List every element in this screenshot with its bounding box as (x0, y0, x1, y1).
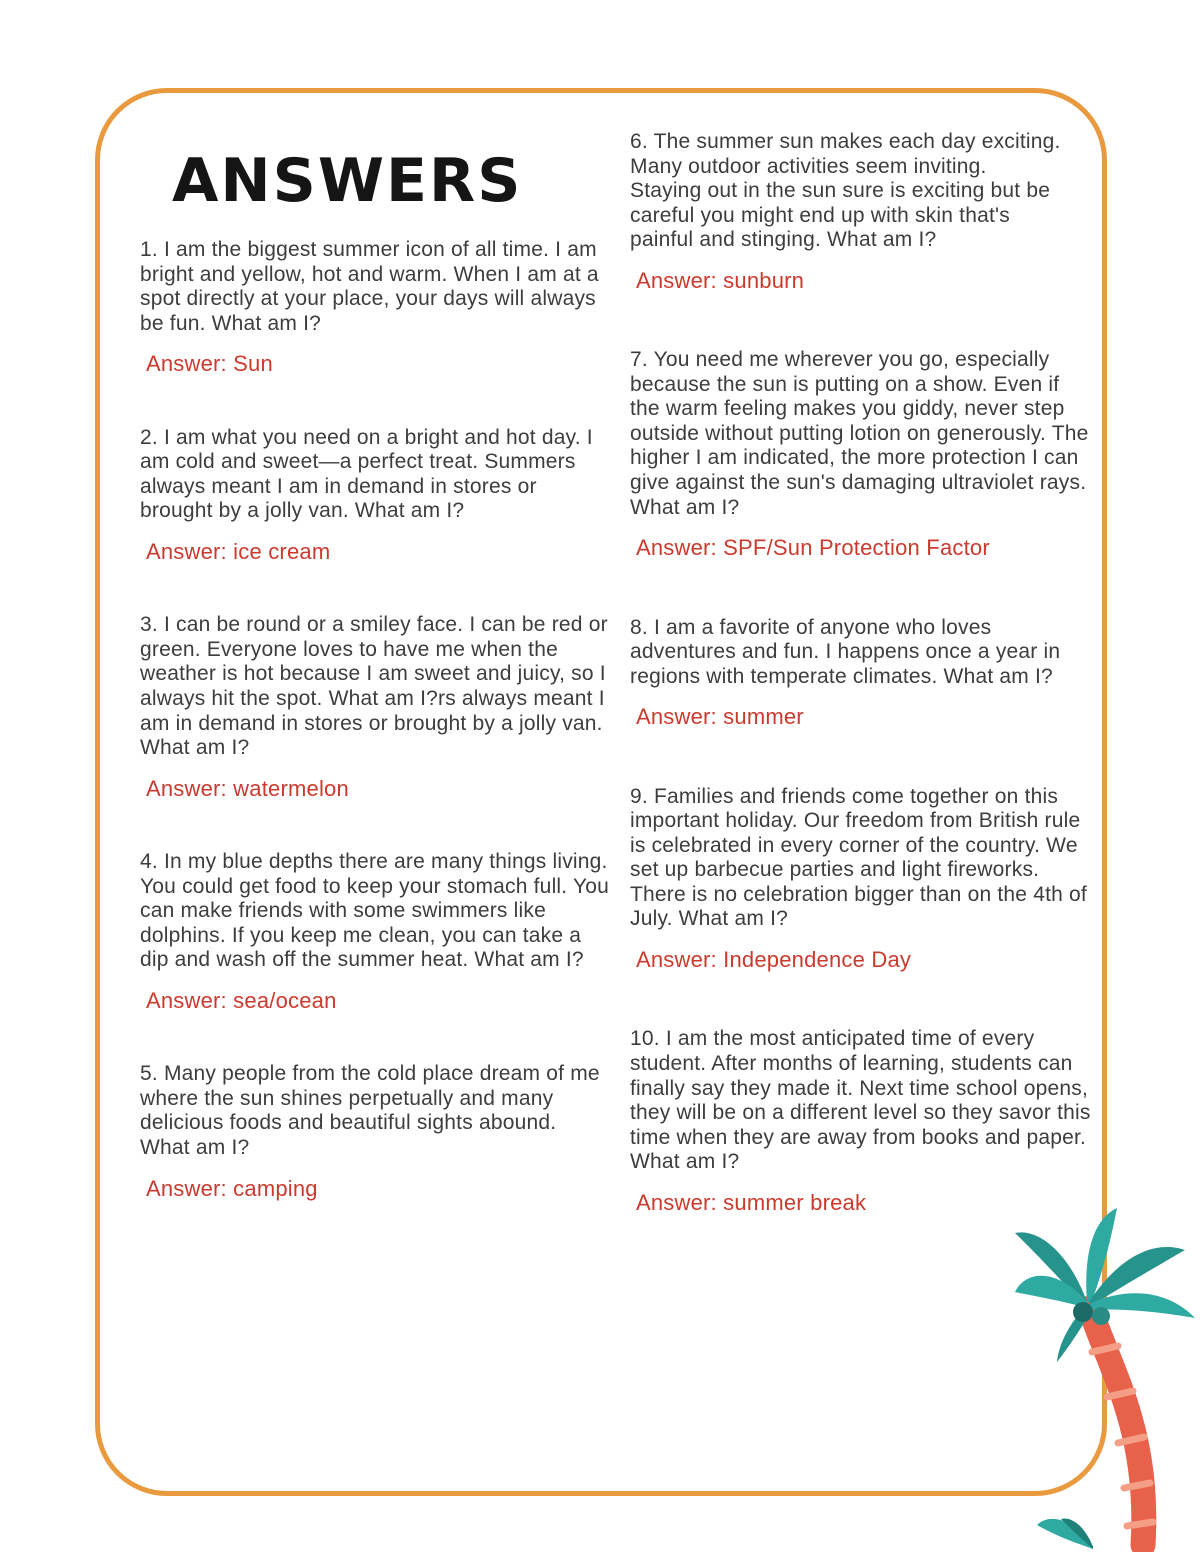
riddle-answer-6: Answer: sunburn (636, 267, 805, 293)
qa-item-1 (140, 238, 612, 378)
riddle-answer-5: Answer: camping (146, 1175, 318, 1201)
qa-item-5 (140, 1062, 612, 1202)
riddle-answer-3: Answer: watermelon (146, 775, 349, 801)
qa-item-6 (630, 130, 1092, 294)
page-title: ANSWERS (172, 146, 523, 216)
riddle-answer-10: Answer: summer break (636, 1189, 867, 1215)
qa-item-9 (630, 785, 1092, 974)
answers-column-left (140, 238, 612, 1250)
riddle-question-2: 2. I am what you need on a bright and hot day. I am cold and sweet—a perfect treat. Summers always meant I am in demand in stores or brought by a jolly van. What am I? (140, 425, 593, 523)
riddle-question-6: 6. The summer sun makes each day exciting. Many outdoor activities seem inviting. Staying out in the sun sure is exciting but be careful you might end up with skin that's painful and stinging. What am I? (630, 130, 1061, 252)
riddle-answer-1: Answer: Sun (146, 351, 273, 377)
riddle-answer-8: Answer: summer (636, 704, 804, 730)
riddle-answer-4: Answer: sea/ocean (146, 987, 337, 1013)
riddle-answer-9: Answer: Independence Day (636, 946, 912, 972)
qa-item-10 (630, 1027, 1092, 1216)
qa-item-4 (140, 850, 612, 1014)
riddle-answer-7: Answer: SPF/Sun Protection Factor (636, 535, 990, 561)
riddle-question-8: 8. I am a favorite of anyone who loves adventures and fun. I happens once a year in regions with temperate climates. What am I? (630, 615, 1061, 688)
riddle-question-5: 5. Many people from the cold place dream of me where the sun shines perpetually and many delicious foods and beautiful sights abound. What am I? (140, 1062, 600, 1159)
riddle-question-9: 9. Families and friends come together on this important holiday. Our freedom from British rule is celebrated in every corner of the country. We set up barbecue parties and light fireworks. There is no celebration bigger than on the 4th of July. What am I? (630, 784, 1087, 931)
riddle-question-7: 7. You need me wherever you go, especially because the sun is putting on a show. Even if the warm feeling makes you giddy, never step outside without putting lotion on generously. The higher I am indicated, the more protection I can give against the sun's damaging ultraviolet rays. What am I? (630, 348, 1089, 519)
answers-column-right (630, 130, 1092, 1270)
qa-item-3 (140, 613, 612, 802)
riddle-question-1: 1. I am the biggest summer icon of all time. I am bright and yellow, hot and warm. When I am at a spot directly at your place, your days will always be fun. What am I? (140, 238, 599, 335)
qa-item-8 (630, 616, 1092, 731)
riddle-question-3: 3. I can be round or a smiley face. I can be red or green. Everyone loves to have me when the weather is hot because I am sweet and juicy, so I always hit the spot. What am I?rs always meant I am in demand in stores or brought by a jolly van. What am I? (140, 613, 608, 760)
riddle-answer-2: Answer: ice cream (146, 538, 331, 564)
riddle-question-10: 10. I am the most anticipated time of every student. After months of learning, students can finally say they made it. Next time school opens, they will be on a different level so they savor this time when they are away from books and paper. What am I? (630, 1027, 1091, 1174)
qa-item-7 (630, 348, 1092, 561)
riddle-question-4: 4. In my blue depths there are many things living. You could get food to keep your stomach full. You can make friends with some swimmers like dolphins. If you keep me clean, you can take a dip and wash off the summer heat. What am I? (140, 850, 610, 972)
qa-item-2 (140, 426, 612, 566)
